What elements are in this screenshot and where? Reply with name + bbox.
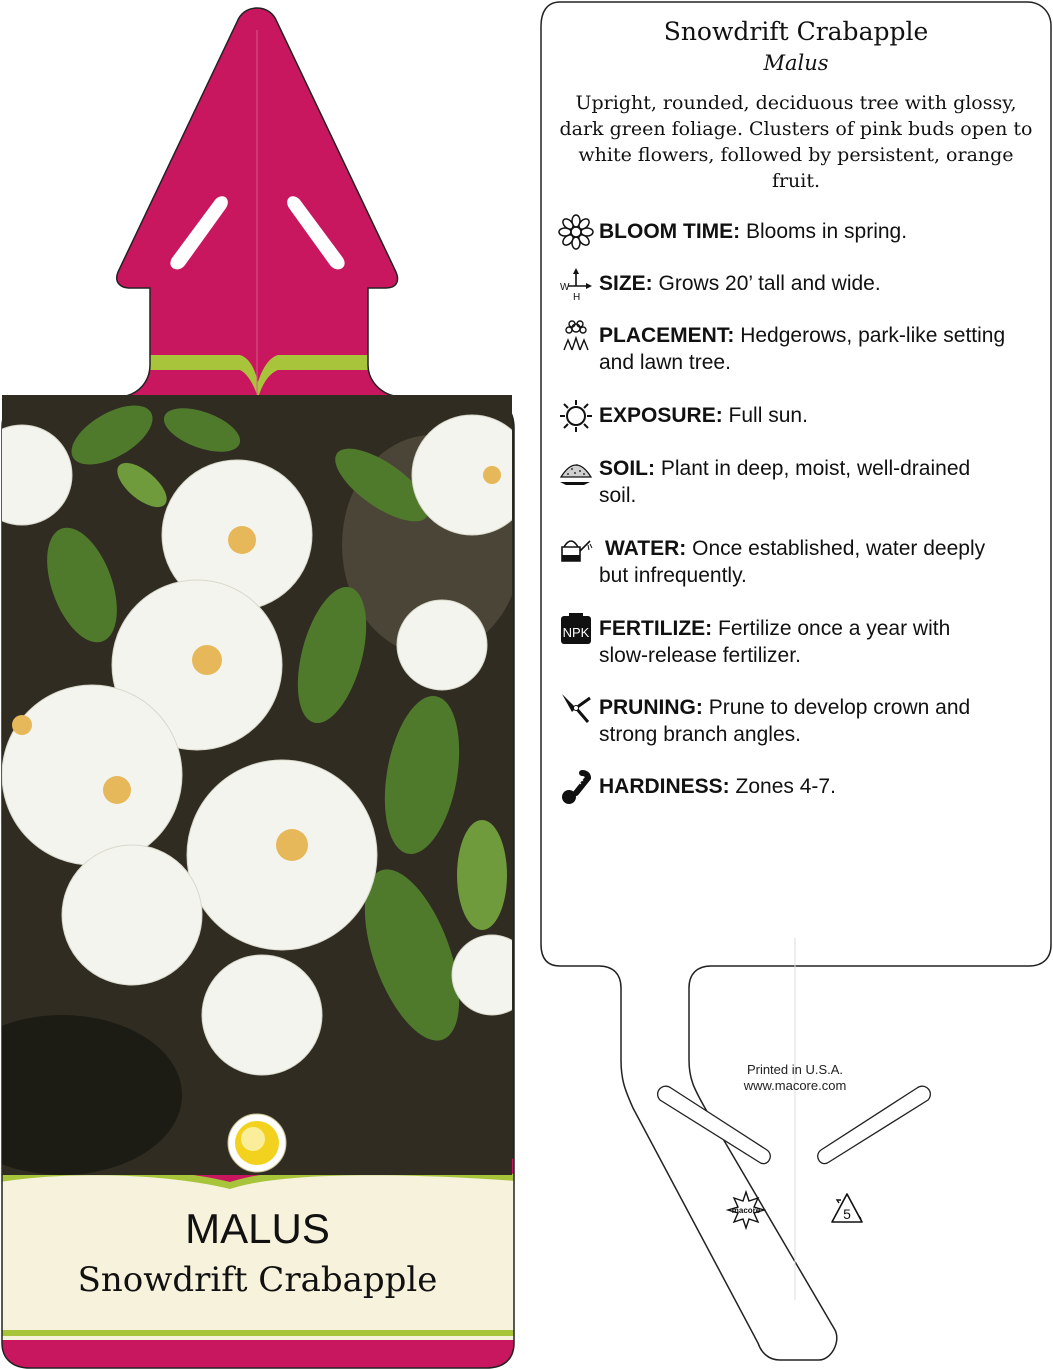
npk-label: NPK bbox=[562, 625, 590, 640]
plant-description: Upright, rounded, deciduous tree with glossy, dark green foliage. Clusters of pink buds open to white flowers, followed by persistent, orange fruit. bbox=[559, 92, 1033, 192]
care-value: Zones 4-7. bbox=[735, 775, 836, 798]
care-value-continued: slow-release fertilizer. bbox=[599, 644, 801, 667]
care-value: Full sun. bbox=[728, 404, 808, 427]
back-botanical-name: Malus bbox=[763, 51, 829, 75]
printed-in: Printed in U.S.A. bbox=[746, 1062, 844, 1077]
care-value-continued: but infrequently. bbox=[599, 564, 747, 587]
size-icon-w: W bbox=[560, 282, 570, 293]
sun-exposure-badge bbox=[226, 1112, 288, 1174]
care-label: PRUNING: bbox=[599, 696, 703, 719]
front-genus-name: MALUS bbox=[185, 1205, 330, 1252]
macore-logo-text: macore bbox=[731, 1206, 761, 1215]
recycle-number: 5 bbox=[843, 1206, 851, 1222]
care-label: BLOOM TIME: bbox=[599, 220, 741, 243]
care-label: SOIL: bbox=[599, 457, 655, 480]
size-icon bbox=[558, 266, 594, 302]
blossom-photo bbox=[2, 395, 512, 1175]
care-value: Plant in deep, moist, well-drained bbox=[660, 457, 971, 480]
front-common-name: Snowdrift Crabapple bbox=[77, 1260, 438, 1300]
soil-icon bbox=[558, 451, 594, 487]
care-label: SIZE: bbox=[599, 272, 653, 295]
back-tag bbox=[535, 0, 1053, 1369]
care-value-continued: strong branch angles. bbox=[599, 723, 801, 746]
care-value: Prune to develop crown and bbox=[708, 696, 971, 719]
size-icon-h: H bbox=[573, 292, 581, 302]
sun-icon bbox=[558, 398, 594, 434]
care-label: WATER: bbox=[605, 537, 687, 560]
care-value: Once established, water deeply bbox=[692, 537, 986, 560]
care-label: PLACEMENT: bbox=[599, 324, 735, 347]
care-value: Grows 20’ tall and wide. bbox=[658, 272, 881, 295]
macore-logo bbox=[726, 1190, 766, 1230]
care-value-continued: soil. bbox=[599, 484, 637, 507]
thermometer-icon bbox=[558, 769, 594, 805]
back-title: Snowdrift Crabapple bbox=[663, 17, 929, 46]
recycle-icon bbox=[828, 1190, 866, 1228]
care-label: EXPOSURE: bbox=[599, 404, 723, 427]
care-value: Blooms in spring. bbox=[746, 220, 908, 243]
pruners-icon bbox=[558, 690, 594, 726]
care-label: HARDINESS: bbox=[599, 775, 730, 798]
npk-icon bbox=[558, 611, 594, 647]
website-url: www.macore.com bbox=[743, 1078, 847, 1093]
care-value: Hedgerows, park-like setting bbox=[740, 324, 1006, 347]
placement-icon bbox=[558, 318, 594, 354]
care-value-continued: and lawn tree. bbox=[599, 351, 731, 374]
care-value: Fertilize once a year with bbox=[718, 617, 951, 640]
care-label: FERTILIZE: bbox=[599, 617, 713, 640]
watering-can-icon bbox=[558, 531, 594, 567]
flower-icon bbox=[558, 214, 594, 250]
